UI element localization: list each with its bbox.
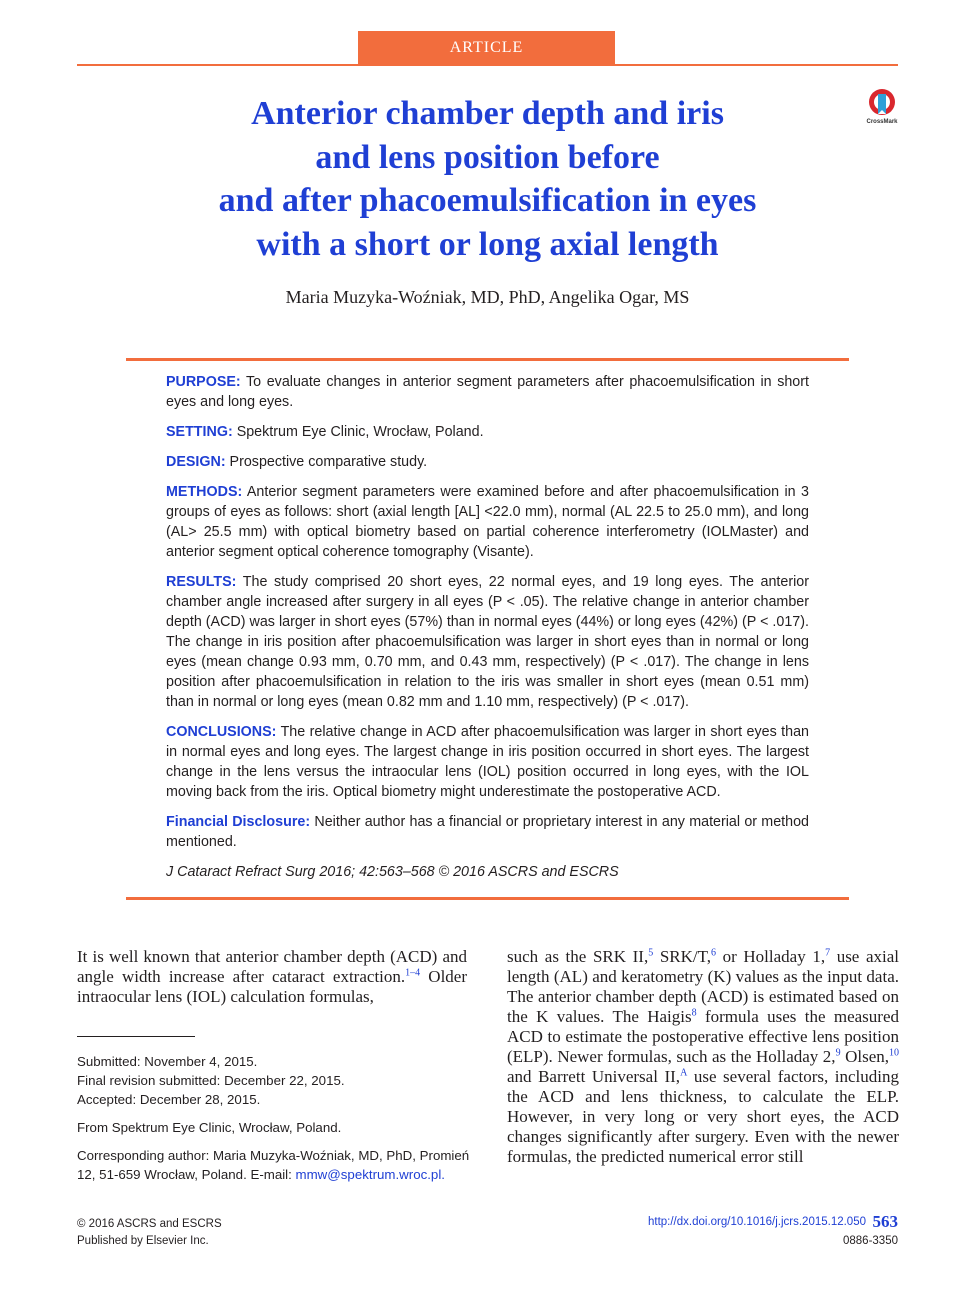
journal-citation: J Cataract Refract Surg 2016; 42:563–568 © 2016 ASCRS and ESCRS — [166, 864, 619, 880]
results-label: RESULTS: — [166, 574, 237, 590]
reference-link[interactable]: 6 — [711, 947, 716, 959]
body-text: SRK/T, — [653, 947, 711, 966]
setting-label: SETTING: — [166, 424, 233, 440]
header-rule — [77, 64, 898, 66]
disclosure-text: Neither author has a financial or proprietary interest in any material or method mentioned. — [166, 814, 809, 850]
article-section-label: ARTICLE — [358, 31, 615, 65]
body-text: and Barrett Universal II, — [507, 1067, 681, 1086]
authors: Maria Muzyka-Woźniak, MD, PhD, Angelika Ogar, MS — [285, 287, 690, 307]
abstract-purpose — [166, 372, 809, 412]
email-link[interactable]: mmw@spektrum.wroc.pl. — [295, 1167, 445, 1182]
title-line: and after phacoemulsification in eyes — [218, 182, 757, 219]
page-number: 563 — [872, 1212, 898, 1231]
purpose-label: PURPOSE: — [166, 374, 241, 390]
title-line: with a short or long axial length — [256, 225, 719, 263]
page-footer-left — [77, 1216, 222, 1250]
body-column-left — [77, 947, 467, 1007]
body-text: use several factors, including the ACD and lens thickness, to calculate the ELP. However, in very long or very short eyes, the ACD changes significantly after surgery. Even with the newer formulas, the predicted numerical error still — [507, 1067, 899, 1166]
article-title — [120, 92, 855, 266]
purpose-text: To evaluate changes in anterior segment parameters after phacoemulsification in short eyes and long eyes. — [166, 374, 809, 410]
submitted-date: Submitted: November 4, 2015. — [77, 1054, 258, 1069]
abstract — [166, 372, 809, 892]
design-text: Prospective comparative study. — [225, 454, 428, 470]
body-text: such as the SRK II, — [507, 947, 649, 966]
body-text: It is well known that anterior chamber depth (ACD) and angle width increase after cataract extraction. — [77, 947, 467, 986]
publisher: Published by Elsevier Inc. — [77, 1235, 209, 1247]
body-text: or Holladay 1, — [716, 947, 826, 966]
body-text: formula uses the measured ACD to estimate the postoperative effective lens position (ELP). Newer formulas, such as the Holladay 2, — [507, 1007, 900, 1066]
body-paragraph — [507, 947, 899, 1167]
crossmark-label: CrossMark — [866, 119, 898, 125]
conclusions-label: CONCLUSIONS: — [166, 724, 277, 740]
reference-link[interactable]: 9 — [835, 1047, 841, 1059]
footnotes — [77, 1052, 470, 1184]
body-text: Olsen, — [840, 1047, 889, 1066]
issn: 0886-3350 — [843, 1235, 898, 1247]
design-label: DESIGN: — [166, 454, 226, 470]
footnote-rule — [77, 1036, 195, 1037]
abstract-conclusions — [166, 722, 809, 802]
results-text: The study comprised 20 short eyes, 22 normal eyes, and 19 long eyes. The anterior chamber angle increased after surgery in all eyes (P < .05). The relative change in anterior chamber depth (ACD) was larger in short eyes (57%) than in normal eyes (44%) or long eyes (42%) (P < .017). The change in iris position after phacoemulsification was larger in short eyes than in normal or long eyes (mean change 0.93 mm, 0.70 mm, and 0.43 mm, respectively) (P < .017). The change in lens position after phacoemulsification in relation to the iris was smaller in short eyes (mean 0.51 mm) than in normal or long eyes (mean 0.82 mm and 1.10 mm, respectively) (P < .017). — [166, 574, 809, 710]
accepted-date: Accepted: December 28, 2015. — [77, 1092, 261, 1107]
title-line: and lens position before — [315, 138, 660, 176]
abstract-top-rule — [126, 358, 849, 361]
body-paragraph — [77, 947, 467, 1007]
corresponding-text: Corresponding author: Maria Muzyka-Woźniak, MD, PhD, Promień 12, 51-659 Wrocław, Poland. E-mail: — [77, 1148, 470, 1182]
abstract-methods — [166, 482, 809, 562]
reference-link[interactable]: 7 — [825, 947, 831, 959]
conclusions-text: The relative change in ACD after phacoemulsification was larger in short eyes than in normal eyes and long eyes. The largest change in iris position occurred in short eyes. The largest change in the lens versus the intraocular lens (IOL) position occurred in long eyes, with the IOL moving back from the iris. Optical biometry might underestimate the postoperative ACD. — [166, 724, 809, 800]
abstract-results — [166, 572, 809, 712]
revised-date: Final revision submitted: December 22, 2015. — [77, 1073, 345, 1088]
body-column-right — [507, 947, 899, 1167]
abstract-design — [166, 452, 809, 472]
setting-text: Spektrum Eye Clinic, Wrocław, Poland. — [232, 424, 484, 440]
affiliation: From Spektrum Eye Clinic, Wrocław, Poland. — [77, 1120, 342, 1135]
reference-link[interactable]: A — [680, 1067, 688, 1079]
copyright: © 2016 ASCRS and ESCRS — [77, 1218, 222, 1230]
title-line: Anterior chamber depth and iris — [251, 95, 724, 132]
reference-link[interactable]: 10 — [889, 1047, 899, 1059]
body-text: use axial length (AL) and keratometry (K) values as the input data. The anterior chamber depth (ACD) is estimated based on the K values. The Haigis — [507, 947, 900, 1026]
disclosure-label: Financial Disclosure: — [166, 814, 311, 830]
reference-link[interactable]: 8 — [691, 1007, 697, 1019]
corresponding-author — [77, 1146, 470, 1184]
abstract-setting — [166, 422, 809, 442]
doi-link[interactable]: http://dx.doi.org/10.1016/j.jcrs.2015.12.050 — [647, 1216, 866, 1228]
body-text: Older intraocular lens (IOL) calculation formulas, — [77, 967, 467, 1006]
abstract-bottom-rule — [126, 897, 849, 900]
reference-link[interactable]: 5 — [648, 947, 654, 959]
methods-label: METHODS: — [166, 484, 243, 500]
methods-text: Anterior segment parameters were examined before and after phacoemulsification in 3 groups of eyes as follows: short (axial length [AL] <22.0 mm), normal (AL 22.5 to 25.0 mm), and long (AL> 25.5 mm) with optical biometry based on partial coherence interferometry (IOLMaster) and anterior segment optical coherence tomography (Visante). — [166, 484, 809, 560]
abstract-disclosure — [166, 812, 809, 852]
reference-link[interactable]: 1–4 — [405, 967, 421, 979]
